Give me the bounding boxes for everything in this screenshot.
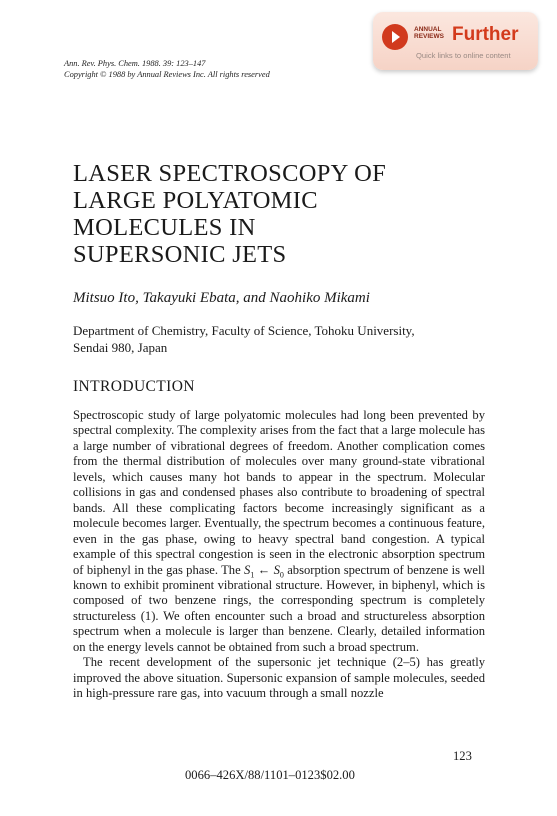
affiliation-line: Sendai 980, Japan (73, 340, 168, 355)
brand-bottom: REVIEWS (414, 33, 444, 40)
title-line: MOLECULES IN (73, 214, 256, 241)
further-label: Further (452, 24, 519, 45)
play-icon (382, 24, 408, 50)
section-heading: INTRODUCTION (73, 378, 195, 395)
math-subscript: 1 (250, 570, 255, 580)
badge-tagline: Quick links to online content (416, 51, 511, 60)
brand-top: ANNUAL (414, 26, 442, 33)
affiliation (73, 322, 415, 356)
journal-citation (64, 58, 270, 80)
title-line: LARGE POLYATOMIC (73, 187, 318, 214)
page-number: 123 (453, 749, 472, 763)
paragraph: The recent development of the supersonic jet technique (2–5) has greatly improved the above situation. Supersonic expansion of sample molecules, seeded in high-pressure rare gas, into vacuum through a small nozzle (73, 655, 485, 701)
article-title (73, 160, 386, 268)
title-line: LASER SPECTROSCOPY OF (73, 160, 387, 187)
math-symbol: S (273, 562, 280, 577)
math-subscript: 0 (279, 570, 284, 580)
annual-reviews-logo (414, 26, 444, 40)
further-badge[interactable] (373, 12, 538, 70)
footer-code: 0066–426X/88/1101–0123$02.00 (185, 768, 355, 782)
copyright-line: Copyright © 1988 by Annual Reviews Inc. All rights reserved (64, 70, 270, 79)
math-symbol: S (244, 562, 251, 577)
affiliation-line: Department of Chemistry, Faculty of Science, Tohoku University, (73, 323, 415, 338)
body-text (73, 408, 485, 702)
paragraph (73, 408, 485, 655)
title-line: SUPERSONIC JETS (73, 241, 287, 268)
journal-line: Ann. Rev. Phys. Chem. 1988. 39: 123–147 (64, 59, 206, 68)
authors: Mitsuo Ito, Takayuki Ebata, and Naohiko Mikami (73, 290, 370, 306)
paragraph-text: Spectroscopic study of large polyatomic molecules had long been prevented by spectral complexity. The complexity arises from the fact that a large molecule has a large number of vibrational degrees of freedom. Another complication comes from the thermal distribution of molecules over many ground-state vibrational levels, which causes many hot bands to appear in the spectrum. Molecular collisions in gas and condensed phases also contribute to broadening of spectral bands. All these complicating factors become increasingly significant as a molecule becomes larger. Eventually, the spectrum becomes a continuous feature, even in the gas phase, owing to heavy spectral band congestion. A typical example of this spectral congestion is seen in the electronic absorption spectrum of biphenyl in the gas phase. The (73, 408, 485, 577)
paragraph-text: absorption spectrum of benzene is well known to exhibit prominent vibrational structure. However, in biphenyl, which is composed of two benzene rings, the corresponding spectrum is completely structureless (1). We often encounter such a broad and structureless absorption spectrum when a molecule is larger than benzene. Clearly, detailed information on the energy levels cannot be obtained from such a broad spectrum. (73, 562, 486, 654)
arrow-symbol: ← (254, 562, 274, 577)
